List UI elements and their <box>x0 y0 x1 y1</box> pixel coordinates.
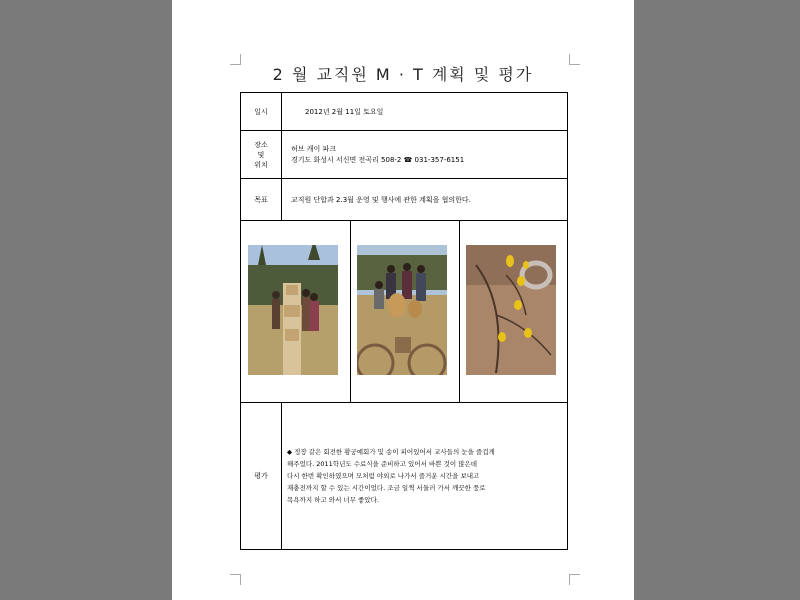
label-place-line: 위치 <box>254 161 268 169</box>
value-evaluation <box>287 403 561 549</box>
photo-group-outdoor-1 <box>248 245 338 375</box>
page-title: 2 월 교직원 M · T 계획 및 평가 <box>272 65 534 84</box>
photo-cell <box>350 221 460 403</box>
document-page <box>172 0 634 600</box>
label-place-line: 장소 <box>254 141 268 149</box>
value-date <box>291 93 561 131</box>
crop-mark <box>569 574 580 585</box>
row-evaluation <box>240 402 568 550</box>
plan-table <box>240 92 568 550</box>
evaluation-line: 재충전까지 할 수 있는 시간이었다. 조금 일찍 서둘러 가서 깨끗한 풍로 <box>287 484 486 492</box>
crop-mark <box>230 574 241 585</box>
row-photos <box>240 220 568 403</box>
value-goal <box>291 179 561 221</box>
row-goal <box>240 178 568 221</box>
label-place-line: 및 <box>257 151 265 159</box>
place-name: 허브 캐이 파크 <box>291 145 337 153</box>
label-evaluation: 평가 <box>241 403 282 549</box>
label-goal: 목표 <box>241 179 282 221</box>
label-date: 일시 <box>241 93 282 131</box>
row-date <box>240 92 568 131</box>
evaluation-line: 해주었다. 2011학년도 수료식을 준비하고 있어서 바쁜 것이 많은데 <box>287 460 478 468</box>
goal-text: 교직원 단합과 2.3월 운영 및 행사에 관한 계획을 협의한다. <box>291 195 471 204</box>
value-place <box>291 131 561 179</box>
evaluation-line: 다시 한번 확인하였으며 모처럼 야외로 나가서 즐거운 시간을 보내고 <box>287 472 480 480</box>
place-address: 경기도 화성시 서신면 전곡리 508-2 ☎ 031-357-6151 <box>291 156 465 164</box>
row-place <box>240 130 568 179</box>
date-text: 2012년 2월 11일 토요일 <box>305 107 384 116</box>
label-place <box>241 131 282 179</box>
photo-group-outdoor-2 <box>357 245 447 375</box>
evaluation-line: ◆ 정장 같은 회전한 황궁예회가 및 송이 피어있어서 교사들의 눈을 즐겁게 <box>287 448 495 456</box>
photo-yellow-flowers <box>466 245 556 375</box>
evaluation-line: 목욕까지 하고 와서 너무 좋았다. <box>287 496 379 504</box>
photo-cell <box>459 221 567 403</box>
photo-cell <box>241 221 351 403</box>
